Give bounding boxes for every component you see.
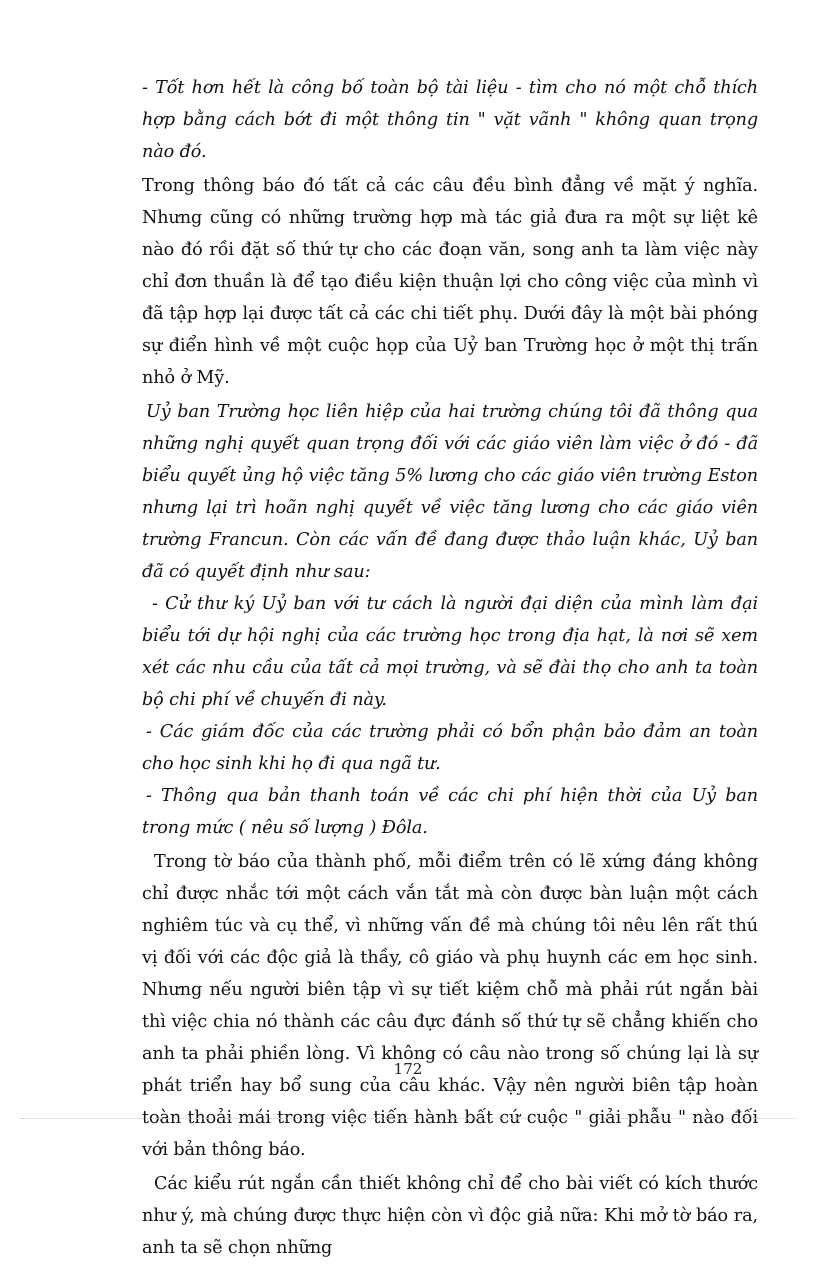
quoted-report-paragraph: Uỷ ban Trường học liên hiệp của hai trường chúng tôi đã thông qua những nghị quyết quan trọng đối với các giáo viên làm việc ở đó - đã biểu quyết ủng hộ việc tăng 5% lương cho các giáo viên trường Eston nhưng lại trì hoãn nghị quyết về việc tăng lương cho các giáo viên trường Francun. Còn các vấn đề đang được thảo luận khác, Uỷ ban đã có quyết định như sau: <box>142 402 758 582</box>
quoted-decision-expenses: - Thông qua bản thanh toán về các chi phí hiện thời của Uỷ ban trong mức ( nêu số lượng ) Đôla. <box>142 786 758 838</box>
body-paragraph-city-newspaper: Trong tờ báo của thành phố, mỗi điểm trên có lẽ xứng đáng không chỉ được nhắc tới một cách vắn tắt mà còn được bàn luận một cách nghiêm túc và cụ thể, vì những vấn đề mà chúng tôi nêu lên rất thú vị đối với các độc giả là thầy, cô giáo và phụ huynh các em học sinh. Nhưng nếu người biên tập vì sự tiết kiệm chỗ mà phải rút ngắn bài thì việc chia nó thành các câu đực đánh số thứ tự sẽ chẳng khiến cho anh ta phải phiền lòng. Vì không có câu nào trong số chúng lại là sự phát triển hay bổ sung của câu khác. Vậy nên người biên tập hoàn toàn thoải mái trong việc tiến hành bất cứ cuộc " giải phẫu " nào đối với bản thông báo. <box>142 852 758 1160</box>
bullet-paragraph-publish-whole: - Tốt hơn hết là công bố toàn bộ tài liệu - tìm cho nó một chỗ thích hợp bằng cách bớt đi một thông tin " vặt vãnh " không quan trọng nào đó. <box>142 78 758 162</box>
quoted-decision-secretary: - Cử thư ký Uỷ ban với tư cách là người đại diện của mình làm đại biểu tới dự hội nghị của các trường học trong địa hạt, là nơi sẽ xem xét các nhu cầu của tất cả mọi trường, và sẽ đài thọ cho anh ta toàn bộ chi phí về chuyến đi này. <box>142 594 758 710</box>
quoted-decision-safety: - Các giám đốc của các trường phải có bổn phận bảo đảm an toàn cho học sinh khi họ đi qua ngã tư. <box>142 722 758 774</box>
page-bottom-divider <box>20 1118 796 1119</box>
page-body <box>142 72 758 1264</box>
body-paragraph-equal-sentences: Trong thông báo đó tất cả các câu đều bình đẳng về mặt ý nghĩa. Nhưng cũng có những trường hợp mà tác giả đưa ra một sự liệt kê nào đó rồi đặt số thứ tự cho các đoạn văn, song anh ta làm việc này chỉ đơn thuần là để tạo điều kiện thuận lợi cho công việc của mình vì đã tập hợp lại được tất cả các chi tiết phụ. Dưới đây là một bài phóng sự điển hình về một cuộc họp của Uỷ ban Trường học ở một thị trấn nhỏ ở Mỹ. <box>142 176 758 388</box>
page-number: 172 <box>393 1060 423 1078</box>
body-paragraph-shortening: Các kiểu rút ngắn cần thiết không chỉ để cho bài viết có kích thước như ý, mà chúng được thực hiện còn vì độc giả nữa: Khi mở tờ báo ra, anh ta sẽ chọn những <box>142 1174 758 1258</box>
